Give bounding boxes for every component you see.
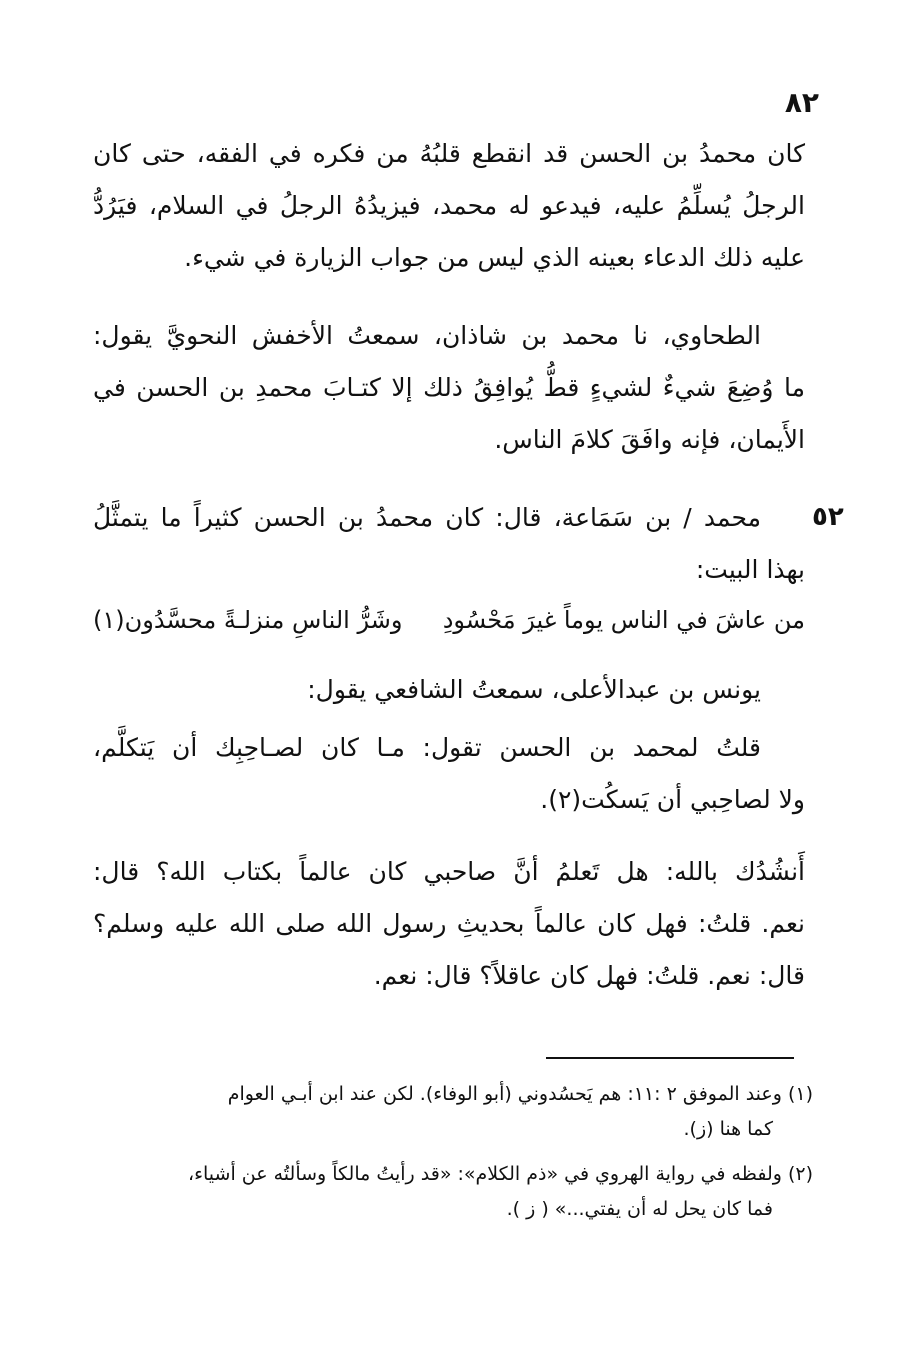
text-line: قلتُ لمحمد بن الحسن تقول: مـا كان لصـاحِبِك أن يَتكلَّم، — [93, 733, 761, 762]
footnotes — [93, 1077, 813, 1237]
footnote-separator — [546, 1057, 794, 1059]
poetry-verse — [93, 606, 805, 650]
text-line: ولا لصاحِبي أن يَسكُت(٢). — [540, 785, 805, 814]
text-line: محمد / بن سَمَاعة، قال: كان محمدُ بن الحسن كثيراً ما يتمثَّلُ — [93, 503, 761, 532]
paragraph-2 — [93, 310, 805, 466]
text-line: كان محمدُ بن الحسن قد انقطع قلبُهُ من فكره في الفقه، حتى كان — [93, 139, 805, 168]
text-line: نعم. قلتُ: فهل كان عالماً بحديثِ رسول الله صلى الله عليه وسلم؟ — [93, 909, 805, 938]
text-line: ما وُضِعَ شيءٌ لشيءٍ قطُّ يُوافِقُ ذلك إلا كتـابَ محمدِ بن الحسن في — [93, 373, 805, 402]
paragraph-6 — [93, 846, 805, 1002]
footnote-1 — [93, 1077, 813, 1147]
verse-first-hemistich: من عاشَ في الناس يوماً غيرَ مَحْسُودِ — [442, 606, 805, 634]
footnote-line: كما هنا (ز). — [683, 1118, 773, 1140]
footnote-line: (١) وعند الموفق ٢ :١١: هم يَحسُدوني (أبو الوفاء). لكن عند ابن أبـي العوام — [227, 1083, 813, 1105]
footnote-line: (٢) ولفظه في رواية الهروي في «ذم الكلام»: «قد رأيتُ مالكاً وسألتُه عن أشياء، — [187, 1163, 813, 1185]
verse-second-hemistich: وشَرُّ الناسِ منزلـةً محسَّدُون(١) — [93, 606, 403, 634]
text-line: الرجلُ يُسلِّمُ عليه، فيدعو له محمد، فيزيدُهُ الرجلُ في السلام، فيَرُدُّ — [93, 191, 805, 220]
text-line: أَنشُدُك بالله: هل تَعلمُ أنَّ صاحبي كان عالماً بكتاب الله؟ قال: — [93, 857, 805, 886]
paragraph-5 — [93, 722, 805, 826]
paragraph-3 — [93, 492, 805, 596]
footnote-2 — [93, 1157, 813, 1227]
text-line: الأَيمان، فإنه وافَقَ كلامَ الناس. — [494, 425, 805, 454]
footnote-line: فما كان يحل له أن يفتي...» ( ز ). — [506, 1198, 773, 1220]
text-line: قال: نعم. قلتُ: فهل كان عاقلاً؟ قال: نعم. — [373, 961, 805, 990]
margin-entry-number: ٥٢ — [812, 502, 844, 532]
paragraph-4 — [93, 664, 805, 716]
text-line: يونس بن عبدالأعلى، سمعتُ الشافعي يقول: — [307, 675, 761, 704]
page-number: ٨٢ — [784, 86, 819, 119]
text-line: الطحاوي، نا محمد بن شاذان، سمعتُ الأخفش النحويَّ يقول: — [93, 321, 761, 350]
text-line: عليه ذلك الدعاء بعينه الذي ليس من جواب الزيارة في شيء. — [184, 243, 805, 272]
text-line: بهذا البيت: — [695, 555, 805, 584]
paragraph-1 — [93, 128, 805, 284]
